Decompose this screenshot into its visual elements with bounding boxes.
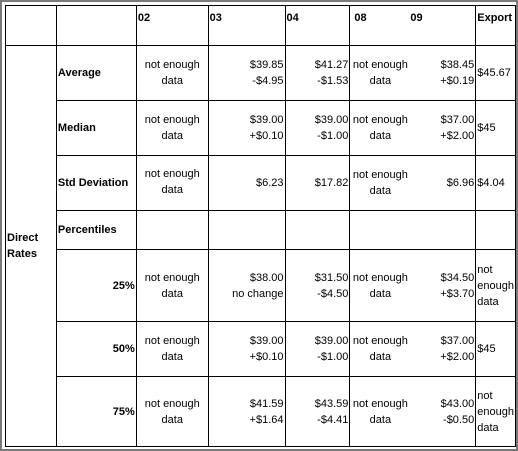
row-group-label (6, 46, 57, 447)
col-header-08-09 (350, 6, 476, 46)
cell-median-08: not enough data (352, 114, 408, 142)
row-label-75: 75% (56, 377, 136, 447)
col-header-export: Export (476, 6, 516, 46)
rates-table (5, 5, 516, 447)
table-row (6, 101, 516, 156)
cell-std-03: $6.23 (208, 156, 285, 211)
cell-median-03: $39.00 +$0.10 (208, 101, 285, 156)
corner-cell-2 (56, 6, 136, 46)
cell-median-08-09 (350, 101, 476, 156)
cell-average-export: $45.67 (476, 46, 516, 101)
side-label-line1: Direct (7, 232, 39, 244)
cell-percentiles-04 (285, 211, 350, 250)
cell-average-03: $39.85 -$4.95 (208, 46, 285, 101)
cell-percentiles-08-09 (350, 211, 476, 250)
cell-median-export: $45 (476, 101, 516, 156)
cell-median-02: not enough data (136, 101, 208, 156)
side-label-line2: Rates (7, 248, 37, 260)
table-row (6, 46, 516, 101)
table-row (6, 211, 516, 250)
cell-p75-08-09 (350, 377, 476, 447)
cell-average-02: not enough data (136, 46, 208, 101)
cell-average-08: not enough data (352, 59, 408, 87)
cell-std-08: not enough data (352, 169, 408, 197)
cell-average-08-09 (350, 46, 476, 101)
cell-std-04: $17.82 (285, 156, 350, 211)
col-header-08: 08 (354, 12, 367, 24)
col-header-04: 04 (285, 6, 350, 46)
cell-p50-04: $39.00 -$1.00 (285, 322, 350, 377)
cell-p50-08-09 (350, 322, 476, 377)
cell-p25-export: not enough data (476, 250, 516, 322)
cell-std-02: not enough data (136, 156, 208, 211)
cell-p25-04: $31.50 -$4.50 (285, 250, 350, 322)
cell-median-04: $39.00 -$1.00 (285, 101, 350, 156)
table-row (6, 250, 516, 322)
cell-p25-02: not enough data (136, 250, 208, 322)
cell-median-09: $37.00 +$2.00 (440, 114, 475, 142)
cell-p75-08: not enough data (352, 397, 408, 426)
cell-p50-02: not enough data (136, 322, 208, 377)
cell-p50-08: not enough data (352, 335, 408, 363)
cell-p75-09: $43.00 -$0.50 (440, 397, 475, 426)
row-label-25: 25% (56, 250, 136, 322)
cell-p25-08: not enough data (352, 271, 408, 300)
row-label-median: Median (56, 101, 136, 156)
cell-p25-03: $38.00 no change (208, 250, 285, 322)
col-header-09: 09 (410, 12, 423, 24)
row-label-50: 50% (56, 322, 136, 377)
cell-p25-09: $34.50 +$3.70 (440, 271, 475, 300)
cell-p25-08-09 (350, 250, 476, 322)
header-row (6, 6, 516, 46)
col-header-03: 03 (208, 6, 285, 46)
col-header-02: 02 (136, 6, 208, 46)
cell-p75-04: $43.59 -$4.41 (285, 377, 350, 447)
cell-p50-03: $39.00 +$0.10 (208, 322, 285, 377)
cell-p75-03: $41.59 +$1.64 (208, 377, 285, 447)
cell-percentiles-03 (208, 211, 285, 250)
cell-average-04: $41.27 -$1.53 (285, 46, 350, 101)
cell-p50-09: $37.00 +$2.00 (440, 335, 475, 363)
table-row (6, 322, 516, 377)
corner-cell (6, 6, 57, 46)
table-row (6, 377, 516, 447)
cell-average-09: $38.45 +$0.19 (440, 59, 475, 87)
table-row (6, 156, 516, 211)
cell-p75-export: not enough data (476, 377, 516, 447)
cell-std-08-09 (350, 156, 476, 211)
cell-std-export: $4.04 (476, 156, 516, 211)
row-label-average: Average (56, 46, 136, 101)
cell-percentiles-02 (136, 211, 208, 250)
cell-p75-02: not enough data (136, 377, 208, 447)
row-label-std-deviation: Std Deviation (56, 156, 136, 211)
row-label-percentiles: Percentiles (56, 211, 136, 250)
cell-percentiles-export (476, 211, 516, 250)
cell-std-09: $6.96 (446, 177, 475, 189)
cell-p50-export: $45 (476, 322, 516, 377)
